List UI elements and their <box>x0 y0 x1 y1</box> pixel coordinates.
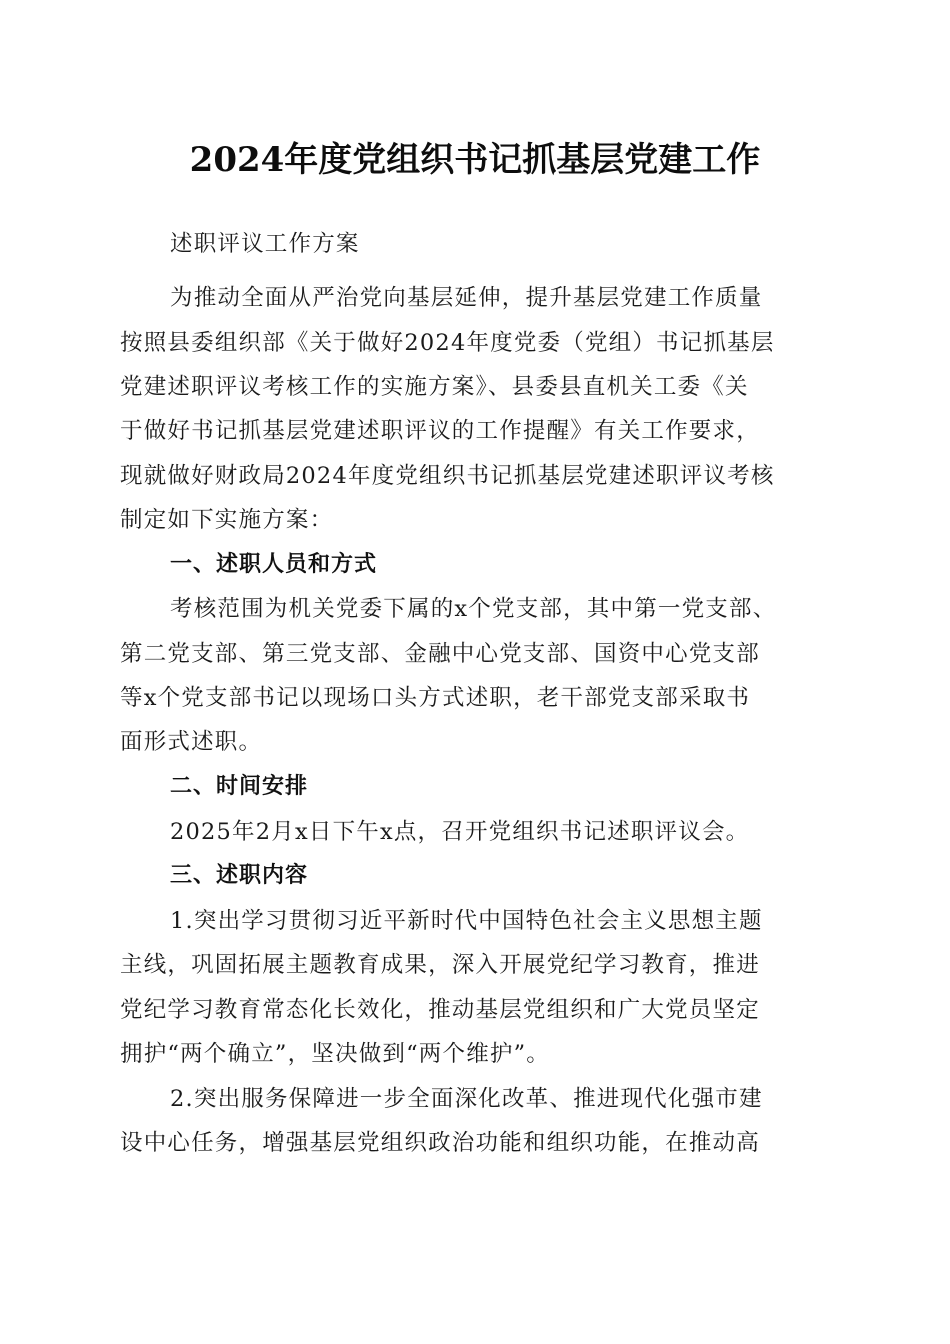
paragraph-line: 制定如下实施方案： <box>120 507 334 533</box>
section-heading: 一、述职人员和方式 <box>170 552 378 577</box>
section-heading: 三、述职内容 <box>170 863 309 888</box>
paragraph-line: 面形式述职。 <box>120 729 263 755</box>
section-heading: 二、时间安排 <box>170 774 309 799</box>
paragraph-line: 拥护“两个确立”，坚决做到“两个维护”。 <box>120 1041 551 1067</box>
paragraph-line: 党建述职评议考核工作的实施方案》、县委县直机关工委《关 <box>120 374 749 400</box>
document-title: 2024年度党组织书记抓基层党建工作 <box>189 140 761 180</box>
paragraph-line: 第二党支部、第三党支部、金融中心党支部、国资中心党支部 <box>120 641 760 667</box>
paragraph-line: 1.突出学习贯彻习近平新时代中国特色社会主义思想主题 <box>170 908 763 934</box>
paragraph-line: 2.突出服务保障进一步全面深化改革、推进现代化强市建 <box>170 1086 763 1112</box>
paragraph-line: 党纪学习教育常态化长效化，推动基层党组织和广大党员坚定 <box>120 997 760 1023</box>
paragraph-line: 考核范围为机关党委下属的x个党支部，其中第一党支部、 <box>170 596 777 622</box>
paragraph-line: 主线，巩固拓展主题教育成果，深入开展党纪学习教育，推进 <box>120 952 760 978</box>
paragraph-line: 2025年2月x日下午x点，召开党组织书记述职评议会。 <box>170 819 750 845</box>
paragraph-line: 为推动全面从严治党向基层延伸，提升基层党建工作质量 <box>170 285 763 311</box>
paragraph-line: 现就做好财政局2024年度党组织书记抓基层党建述职评议考核 <box>120 463 775 489</box>
paragraph-line: 设中心任务，增强基层党组织政治功能和组织功能，在推动高 <box>120 1130 760 1156</box>
paragraph-line: 等x个党支部书记以现场口头方式述职，老干部党支部采取书 <box>120 685 751 711</box>
document-subtitle: 述职评议工作方案 <box>170 231 360 257</box>
paragraph-line: 于做好书记抓基层党建述职评议的工作提醒》有关工作要求， <box>120 418 760 444</box>
paragraph-line: 按照县委组织部《关于做好2024年度党委（党组）书记抓基层 <box>120 330 775 356</box>
